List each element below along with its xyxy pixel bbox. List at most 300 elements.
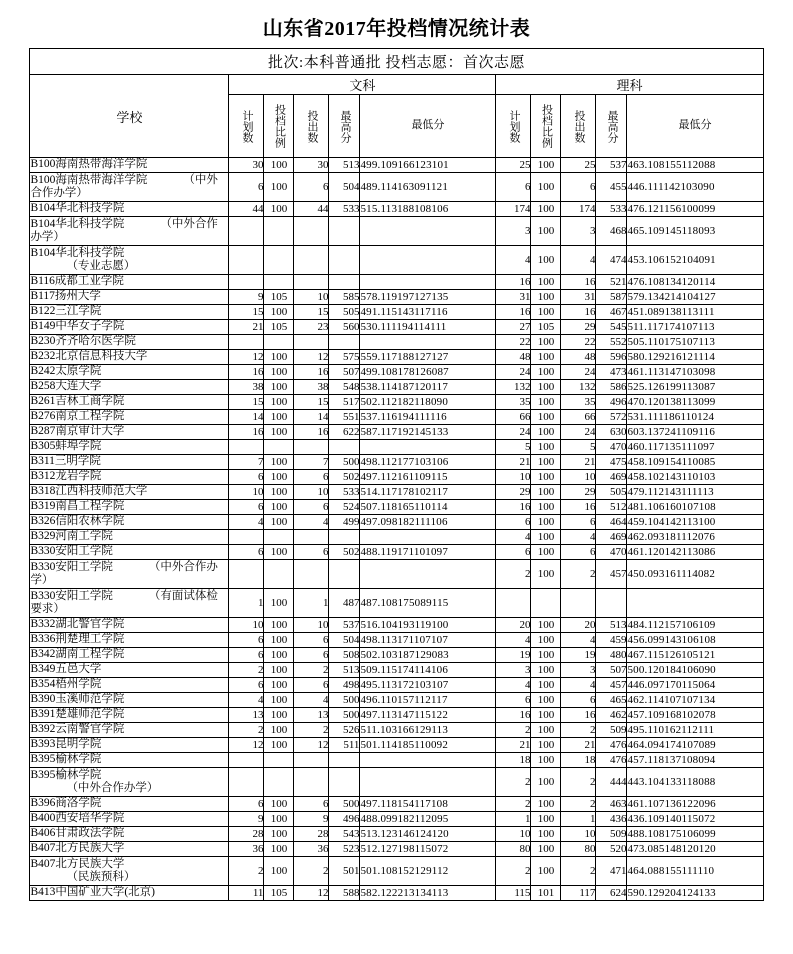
- header-li-out: [561, 95, 596, 158]
- li-out-cell: 10: [561, 470, 596, 485]
- li-ratio-cell: 100: [531, 545, 561, 560]
- li-out-cell: 24: [561, 425, 596, 440]
- wen-low-cell: 497.098182111106: [360, 515, 496, 530]
- li-high-cell: 533: [596, 202, 627, 217]
- table-row: [30, 618, 763, 633]
- header-li-plan: [496, 95, 531, 158]
- wen-ratio-cell: 100: [264, 500, 294, 515]
- wen-low-cell: 530.111194114111: [360, 320, 496, 335]
- li-out-cell: 6: [561, 515, 596, 530]
- li-ratio-cell: 100: [531, 827, 561, 842]
- li-low-cell: [627, 589, 763, 618]
- wen-plan-cell: [229, 217, 264, 246]
- school-name: B287南京审计大学: [30, 425, 125, 438]
- wen-low-cell: [360, 246, 496, 275]
- li-out-cell: 4: [561, 246, 596, 275]
- li-low-cell: 457.109168102078: [627, 708, 763, 723]
- wen-out-cell: 15: [294, 305, 329, 320]
- header-wen-ratio: [264, 95, 294, 158]
- wen-out-cell: 10: [294, 290, 329, 305]
- li-ratio-cell: 100: [531, 768, 561, 797]
- li-plan-cell: 2: [496, 560, 531, 589]
- school-name-cell: [30, 500, 229, 515]
- wen-ratio-cell: 100: [264, 827, 294, 842]
- table-row: [30, 320, 763, 335]
- li-plan-cell: 6: [496, 545, 531, 560]
- wen-out-cell: 9: [294, 812, 329, 827]
- wen-high-cell: 502: [329, 470, 360, 485]
- li-out-cell: 16: [561, 708, 596, 723]
- wen-ratio-cell: 100: [264, 857, 294, 886]
- school-name-cell: [30, 217, 229, 246]
- school-name-cell: [30, 470, 229, 485]
- li-low-cell: 579.134214104127: [627, 290, 763, 305]
- li-out-cell: 5: [561, 440, 596, 455]
- wen-low-cell: 501.108152129112: [360, 857, 496, 886]
- wen-out-cell: 6: [294, 633, 329, 648]
- li-ratio-cell: 100: [531, 350, 561, 365]
- li-plan-cell: 16: [496, 708, 531, 723]
- school-name: B390玉溪师范学院: [30, 693, 125, 706]
- wen-out-cell: [294, 275, 329, 290]
- wen-high-cell: [329, 440, 360, 455]
- school-name: B312龙岩学院: [30, 470, 102, 483]
- wen-ratio-cell: 100: [264, 797, 294, 812]
- school-name: B406甘肃政法学院: [30, 827, 125, 840]
- school-name-cell: [30, 886, 229, 901]
- wen-low-cell: 497.112161109115: [360, 470, 496, 485]
- li-high-cell: 537: [596, 158, 627, 173]
- school-name-cell: [30, 290, 229, 305]
- li-high-cell: 467: [596, 305, 627, 320]
- wen-low-cell: 495.113172103107: [360, 678, 496, 693]
- li-ratio-cell: 100: [531, 410, 561, 425]
- wen-ratio-cell: 100: [264, 545, 294, 560]
- li-ratio-cell: 100: [531, 663, 561, 678]
- table-row: [30, 545, 763, 560]
- li-out-cell: 66: [561, 410, 596, 425]
- li-plan-cell: 21: [496, 455, 531, 470]
- table-row: [30, 530, 763, 545]
- wen-plan-cell: 9: [229, 812, 264, 827]
- school-name-cell: [30, 425, 229, 440]
- wen-out-cell: 2: [294, 723, 329, 738]
- li-low-cell: 453.106152104091: [627, 246, 763, 275]
- wen-ratio-cell: [264, 246, 294, 275]
- wen-low-cell: 537.116194111116: [360, 410, 496, 425]
- li-plan-cell: 2: [496, 857, 531, 886]
- wen-out-cell: 12: [294, 350, 329, 365]
- wen-low-cell: 502.112182118090: [360, 395, 496, 410]
- wen-low-cell: 514.117178102117: [360, 485, 496, 500]
- wen-high-cell: [329, 768, 360, 797]
- wen-out-cell: 2: [294, 663, 329, 678]
- wen-high-cell: [329, 753, 360, 768]
- li-out-cell: 29: [561, 320, 596, 335]
- wen-plan-cell: 2: [229, 857, 264, 886]
- li-high-cell: 470: [596, 440, 627, 455]
- li-high-cell: 455: [596, 173, 627, 202]
- li-high-cell: 468: [596, 217, 627, 246]
- wen-ratio-cell: 100: [264, 618, 294, 633]
- li-low-cell: 473.085148120120: [627, 842, 763, 857]
- wen-high-cell: 501: [329, 857, 360, 886]
- li-out-cell: 6: [561, 545, 596, 560]
- wen-high-cell: 622: [329, 425, 360, 440]
- li-out-cell: 2: [561, 768, 596, 797]
- li-ratio-cell: 100: [531, 335, 561, 350]
- wen-plan-cell: [229, 530, 264, 545]
- wen-plan-cell: 6: [229, 797, 264, 812]
- table-row: [30, 350, 763, 365]
- wen-low-cell: 497.118154117108: [360, 797, 496, 812]
- table-row: [30, 886, 763, 901]
- wen-plan-cell: [229, 275, 264, 290]
- table-row: [30, 753, 763, 768]
- wen-ratio-cell: 100: [264, 425, 294, 440]
- li-out-cell: 2: [561, 797, 596, 812]
- li-ratio-cell: 100: [531, 738, 561, 753]
- wen-high-cell: 500: [329, 708, 360, 723]
- wen-out-cell: 30: [294, 158, 329, 173]
- li-out-cell: 29: [561, 485, 596, 500]
- li-ratio-cell: 100: [531, 290, 561, 305]
- school-name: B100海南热带海洋学院: [30, 173, 148, 186]
- li-plan-cell: 5: [496, 440, 531, 455]
- wen-high-cell: 588: [329, 886, 360, 901]
- wen-plan-cell: 28: [229, 827, 264, 842]
- li-out-cell: 3: [561, 663, 596, 678]
- wen-plan-cell: 16: [229, 365, 264, 380]
- li-high-cell: 464: [596, 515, 627, 530]
- li-out-cell: 20: [561, 618, 596, 633]
- wen-low-cell: 538.114187120117: [360, 380, 496, 395]
- li-ratio-cell: 100: [531, 693, 561, 708]
- li-high-cell: 459: [596, 633, 627, 648]
- wen-high-cell: 537: [329, 618, 360, 633]
- wen-low-cell: 499.108178126087: [360, 365, 496, 380]
- table-body: [30, 158, 763, 901]
- wen-high-cell: 560: [329, 320, 360, 335]
- wen-low-cell: 489.114163091121: [360, 173, 496, 202]
- li-ratio-cell: 100: [531, 158, 561, 173]
- wen-low-cell: [360, 217, 496, 246]
- li-ratio-cell: 100: [531, 515, 561, 530]
- school-name: B276南京工程学院: [30, 410, 125, 423]
- table-row: [30, 500, 763, 515]
- wen-out-cell: 14: [294, 410, 329, 425]
- school-name-cell: [30, 723, 229, 738]
- li-high-cell: 474: [596, 246, 627, 275]
- li-plan-cell: 4: [496, 246, 531, 275]
- wen-high-cell: [329, 246, 360, 275]
- li-low-cell: 464.088155111110: [627, 857, 763, 886]
- table-row: [30, 335, 763, 350]
- school-name-cell: [30, 246, 229, 275]
- li-high-cell: 436: [596, 812, 627, 827]
- wen-ratio-cell: 100: [264, 455, 294, 470]
- school-note: （中外合作办学）: [66, 782, 159, 794]
- wen-low-cell: 509.115174114106: [360, 663, 496, 678]
- li-plan-cell: 6: [496, 693, 531, 708]
- wen-out-cell: 6: [294, 173, 329, 202]
- wen-ratio-cell: 100: [264, 708, 294, 723]
- school-name: B311三明学院: [30, 455, 101, 468]
- wen-low-cell: 507.118165110114: [360, 500, 496, 515]
- school-name: B242太原学院: [30, 365, 102, 378]
- li-plan-cell: 132: [496, 380, 531, 395]
- table-row: [30, 246, 763, 275]
- li-plan-cell: 6: [496, 515, 531, 530]
- li-low-cell: 603.137241109116: [627, 425, 763, 440]
- wen-low-cell: 578.119197127135: [360, 290, 496, 305]
- table-row: [30, 708, 763, 723]
- wen-low-cell: [360, 335, 496, 350]
- school-name: B305蚌埠学院: [30, 440, 102, 453]
- school-name: B393昆明学院: [30, 738, 102, 751]
- wen-plan-cell: 6: [229, 678, 264, 693]
- table-row: [30, 797, 763, 812]
- school-name: B329河南工学院: [30, 530, 113, 543]
- school-name-cell: [30, 857, 229, 886]
- li-plan-cell: 3: [496, 663, 531, 678]
- header-li-ratio-label: 投档比例: [540, 104, 553, 148]
- wen-plan-cell: 16: [229, 425, 264, 440]
- li-out-cell: 6: [561, 693, 596, 708]
- wen-plan-cell: 11: [229, 886, 264, 901]
- wen-ratio-cell: [264, 753, 294, 768]
- header-li-ratio: [531, 95, 561, 158]
- school-name-cell: [30, 560, 229, 589]
- li-out-cell: 4: [561, 678, 596, 693]
- wen-high-cell: 500: [329, 797, 360, 812]
- school-name: B336荆楚理工学院: [30, 633, 125, 646]
- li-plan-cell: 29: [496, 485, 531, 500]
- li-plan-cell: 35: [496, 395, 531, 410]
- wen-ratio-cell: [264, 335, 294, 350]
- li-low-cell: 446.097170115064: [627, 678, 763, 693]
- header-li-high-label: 最高分: [605, 109, 618, 143]
- school-name-cell: [30, 708, 229, 723]
- li-low-cell: 446.111142103090: [627, 173, 763, 202]
- li-out-cell: 18: [561, 753, 596, 768]
- li-ratio-cell: 100: [531, 425, 561, 440]
- li-ratio-cell: 100: [531, 395, 561, 410]
- li-ratio-cell: 100: [531, 470, 561, 485]
- li-low-cell: 505.110175107113: [627, 335, 763, 350]
- wen-ratio-cell: [264, 440, 294, 455]
- li-ratio-cell: 100: [531, 678, 561, 693]
- table-row: [30, 738, 763, 753]
- table-row: [30, 455, 763, 470]
- table-row: [30, 425, 763, 440]
- wen-ratio-cell: 100: [264, 738, 294, 753]
- wen-low-cell: [360, 768, 496, 797]
- school-name-cell: [30, 515, 229, 530]
- wen-out-cell: 15: [294, 395, 329, 410]
- li-low-cell: 484.112157106109: [627, 618, 763, 633]
- wen-low-cell: 587.117192145133: [360, 425, 496, 440]
- wen-out-cell: [294, 530, 329, 545]
- li-high-cell: 572: [596, 410, 627, 425]
- wen-low-cell: 491.115143117116: [360, 305, 496, 320]
- school-name-cell: [30, 618, 229, 633]
- wen-out-cell: 6: [294, 678, 329, 693]
- li-ratio-cell: 100: [531, 440, 561, 455]
- li-low-cell: 476.121156100099: [627, 202, 763, 217]
- wen-plan-cell: 30: [229, 158, 264, 173]
- header-li-low: 最低分: [627, 95, 763, 158]
- li-out-cell: 35: [561, 395, 596, 410]
- wen-low-cell: [360, 530, 496, 545]
- table-row: [30, 648, 763, 663]
- header-wen-high-label: 最高分: [338, 109, 351, 143]
- li-out-cell: 21: [561, 455, 596, 470]
- wen-high-cell: 500: [329, 693, 360, 708]
- wen-out-cell: 6: [294, 545, 329, 560]
- table-row: [30, 173, 763, 202]
- wen-high-cell: 505: [329, 305, 360, 320]
- wen-out-cell: 4: [294, 693, 329, 708]
- school-name-cell: [30, 275, 229, 290]
- li-plan-cell: 22: [496, 335, 531, 350]
- li-high-cell: 596: [596, 350, 627, 365]
- li-ratio-cell: 100: [531, 500, 561, 515]
- wen-ratio-cell: 100: [264, 350, 294, 365]
- li-plan-cell: 80: [496, 842, 531, 857]
- wen-plan-cell: 15: [229, 305, 264, 320]
- batch-label: 批次:本科普通批 投档志愿：首次志愿: [30, 49, 763, 75]
- wen-ratio-cell: 100: [264, 410, 294, 425]
- li-ratio-cell: 100: [531, 202, 561, 217]
- wen-high-cell: 533: [329, 485, 360, 500]
- li-plan-cell: 20: [496, 618, 531, 633]
- li-low-cell: 451.089138113111: [627, 305, 763, 320]
- li-out-cell: 19: [561, 648, 596, 663]
- school-name: B258大连大学: [30, 380, 102, 393]
- li-high-cell: 505: [596, 485, 627, 500]
- school-name-cell: [30, 768, 229, 797]
- li-high-cell: 624: [596, 886, 627, 901]
- li-out-cell: 80: [561, 842, 596, 857]
- li-ratio-cell: 100: [531, 173, 561, 202]
- wen-low-cell: [360, 275, 496, 290]
- li-high-cell: 552: [596, 335, 627, 350]
- wen-plan-cell: [229, 246, 264, 275]
- wen-high-cell: 548: [329, 380, 360, 395]
- school-name: B100海南热带海洋学院: [30, 158, 148, 171]
- header-li-out-label: 投出数: [572, 109, 585, 143]
- header-li-plan-label: 计划数: [507, 109, 520, 143]
- li-out-cell: 2: [561, 560, 596, 589]
- school-name-cell: [30, 335, 229, 350]
- header-school: 学校: [30, 75, 229, 158]
- school-name-cell: [30, 827, 229, 842]
- school-name-cell: [30, 530, 229, 545]
- li-low-cell: 436.109140115072: [627, 812, 763, 827]
- li-high-cell: 463: [596, 797, 627, 812]
- li-low-cell: 443.104133118088: [627, 768, 763, 797]
- wen-high-cell: 499: [329, 515, 360, 530]
- school-name: B326信阳农林学院: [30, 515, 125, 528]
- wen-plan-cell: 6: [229, 633, 264, 648]
- header-wen-high: [329, 95, 360, 158]
- wen-low-cell: [360, 440, 496, 455]
- school-name: B349五邑大学: [30, 663, 102, 676]
- wen-high-cell: 504: [329, 173, 360, 202]
- li-plan-cell: 1: [496, 812, 531, 827]
- school-note: （专业志愿）: [66, 260, 136, 272]
- table-row: [30, 560, 763, 589]
- li-plan-cell: 25: [496, 158, 531, 173]
- li-ratio-cell: 100: [531, 275, 561, 290]
- wen-ratio-cell: [264, 275, 294, 290]
- school-name: B332湖北警官学院: [30, 618, 125, 631]
- school-name: B400西安培华学院: [30, 812, 125, 825]
- li-ratio-cell: 100: [531, 365, 561, 380]
- wen-plan-cell: 38: [229, 380, 264, 395]
- header-wen-plan: [229, 95, 264, 158]
- table-row: [30, 693, 763, 708]
- li-ratio-cell: [531, 589, 561, 618]
- wen-low-cell: [360, 560, 496, 589]
- li-ratio-cell: 100: [531, 380, 561, 395]
- wen-out-cell: 38: [294, 380, 329, 395]
- school-name-cell: [30, 842, 229, 857]
- li-low-cell: 531.111186110124: [627, 410, 763, 425]
- wen-plan-cell: [229, 440, 264, 455]
- wen-high-cell: 507: [329, 365, 360, 380]
- wen-ratio-cell: 100: [264, 173, 294, 202]
- school-name: B104华北科技学院: [30, 246, 125, 259]
- li-out-cell: 24: [561, 365, 596, 380]
- table-header: [30, 49, 763, 158]
- wen-ratio-cell: 100: [264, 589, 294, 618]
- li-low-cell: 495.110162112111: [627, 723, 763, 738]
- wen-high-cell: [329, 275, 360, 290]
- li-ratio-cell: 100: [531, 246, 561, 275]
- li-low-cell: 500.120184106090: [627, 663, 763, 678]
- school-note: （中外合作办学）: [30, 217, 218, 243]
- li-out-cell: 25: [561, 158, 596, 173]
- li-out-cell: 132: [561, 380, 596, 395]
- table-row: [30, 410, 763, 425]
- school-note: （有面试体检要求）: [30, 589, 218, 615]
- li-high-cell: 457: [596, 678, 627, 693]
- wen-plan-cell: 6: [229, 470, 264, 485]
- wen-high-cell: 504: [329, 633, 360, 648]
- school-name: B330安阳工学院: [30, 560, 113, 573]
- school-name-cell: [30, 202, 229, 217]
- wen-plan-cell: 12: [229, 738, 264, 753]
- wen-high-cell: 498: [329, 678, 360, 693]
- wen-high-cell: 511: [329, 738, 360, 753]
- school-name-cell: [30, 738, 229, 753]
- header-group-liberal-arts: 文科: [229, 75, 496, 95]
- li-high-cell: 444: [596, 768, 627, 797]
- li-high-cell: 480: [596, 648, 627, 663]
- li-out-cell: 16: [561, 500, 596, 515]
- wen-plan-cell: 2: [229, 723, 264, 738]
- wen-out-cell: 23: [294, 320, 329, 335]
- wen-out-cell: [294, 753, 329, 768]
- header-li-high: [596, 95, 627, 158]
- wen-ratio-cell: 100: [264, 305, 294, 320]
- li-plan-cell: 27: [496, 320, 531, 335]
- li-ratio-cell: 105: [531, 320, 561, 335]
- table-row: [30, 158, 763, 173]
- wen-ratio-cell: 105: [264, 886, 294, 901]
